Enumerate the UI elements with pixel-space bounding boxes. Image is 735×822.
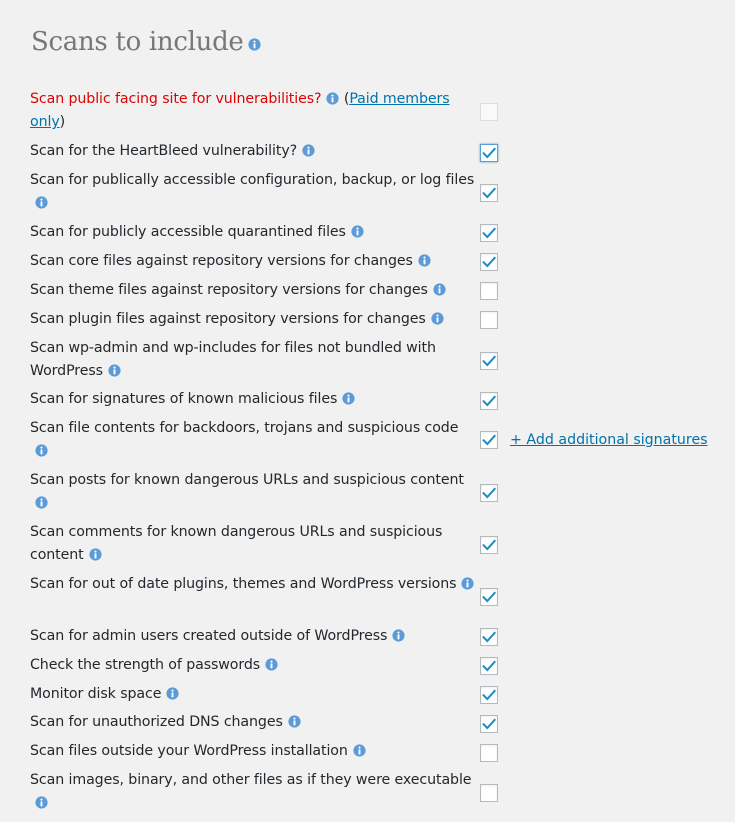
option-checkbox-paid[interactable] [480,103,498,121]
option-label-text: Scan for publicly accessible quarantined files [30,224,346,240]
info-icon[interactable] [461,577,474,590]
paren-open: ( [343,91,350,107]
option-label [30,573,476,596]
option-checkbox[interactable] [480,184,498,202]
info-icon[interactable] [248,38,261,51]
add-signatures-link[interactable]: + Add additional signatures [510,432,708,448]
option-label [30,683,476,706]
info-icon[interactable] [35,796,48,809]
checkmark-icon [481,225,497,241]
option-label-text: Scan theme files against repository versions for changes [30,282,428,298]
option-label-text: Scan for unauthorized DNS changes [30,714,283,730]
option-label [30,740,476,763]
option-label [30,88,476,134]
info-icon[interactable] [342,392,355,405]
option-label-text: Scan for the HeartBleed vulnerability? [30,143,298,159]
info-icon[interactable] [265,658,278,671]
checkmark-icon [481,716,497,732]
checkmark-icon [481,185,497,201]
info-icon[interactable] [89,548,102,561]
option-label-text: Scan file contents for backdoors, trojans and suspicious code [30,420,459,436]
paid-option-text: Scan public facing site for vulnerabilities? [30,91,322,107]
option-checkbox[interactable] [480,744,498,762]
option-label [30,625,476,648]
info-icon[interactable] [326,92,339,105]
option-checkbox[interactable] [480,588,498,606]
checkmark-icon [481,658,497,674]
option-label-text: Scan files outside your WordPress installation [30,743,348,759]
info-icon[interactable] [431,312,444,325]
option-label [30,469,476,515]
option-label-text: Monitor disk space [30,686,162,702]
option-label-text: Scan images, binary, and other files as if they were executable [30,772,472,788]
option-checkbox[interactable] [480,784,498,802]
checkmark-icon [481,254,497,270]
option-label-text: Scan for admin users created outside of WordPress [30,628,388,644]
checkmark-icon [481,589,497,605]
info-icon[interactable] [35,444,48,457]
option-label-text: Scan for signatures of known malicious files [30,391,338,407]
option-label-text: Scan comments for known dangerous URLs and suspicious content [30,524,443,563]
option-label [30,521,476,567]
option-checkbox[interactable] [480,536,498,554]
info-icon[interactable] [35,196,48,209]
option-label-text: Scan core files against repository versions for changes [30,253,413,269]
option-checkbox[interactable] [480,253,498,271]
checkmark-icon [481,432,497,448]
section-heading [31,26,261,58]
info-icon[interactable] [35,496,48,509]
option-checkbox[interactable] [480,352,498,370]
option-checkbox[interactable] [480,484,498,502]
checkmark-icon [481,145,497,161]
option-checkbox[interactable] [480,628,498,646]
option-label [30,388,476,411]
option-label [30,140,476,163]
paid-members-link[interactable]: Paid members only [30,91,450,130]
option-label [30,654,476,677]
checkmark-icon [481,629,497,645]
info-icon[interactable] [108,364,121,377]
option-label [30,279,476,302]
option-label [30,711,476,734]
info-icon[interactable] [418,254,431,267]
option-label [30,337,476,383]
info-icon[interactable] [166,687,179,700]
option-checkbox[interactable] [480,657,498,675]
option-checkbox[interactable] [480,431,498,449]
option-checkbox[interactable] [480,282,498,300]
option-checkbox[interactable] [480,144,498,162]
paren-close: ) [59,114,66,130]
checkmark-icon [481,353,497,369]
option-label-text: Scan plugin files against repository versions for changes [30,311,426,327]
option-label-text: Scan for out of date plugins, themes and WordPress versions [30,576,457,592]
option-label-text: Scan posts for known dangerous URLs and suspicious content [30,472,464,488]
option-label [30,308,476,331]
checkmark-icon [481,485,497,501]
info-icon[interactable] [302,144,315,157]
option-label-text: Scan for publically accessible configuration, backup, or log files [30,172,475,188]
info-icon[interactable] [433,283,446,296]
option-label [30,769,476,815]
checkmark-icon [481,393,497,409]
option-checkbox[interactable] [480,686,498,704]
checkmark-icon [481,687,497,703]
info-icon[interactable] [351,225,364,238]
info-icon[interactable] [353,744,366,757]
option-label [30,417,476,463]
option-checkbox[interactable] [480,715,498,733]
section-title: Scans to include [31,27,244,57]
option-checkbox[interactable] [480,392,498,410]
option-label [30,250,476,273]
option-checkbox[interactable] [480,311,498,329]
option-label-text: Scan wp-admin and wp-includes for files not bundled with WordPress [30,340,436,379]
info-icon[interactable] [392,629,405,642]
option-checkbox[interactable] [480,224,498,242]
info-icon[interactable] [288,715,301,728]
option-label-text: Check the strength of passwords [30,657,261,673]
option-label [30,221,476,244]
checkmark-icon [481,537,497,553]
option-label [30,169,476,215]
